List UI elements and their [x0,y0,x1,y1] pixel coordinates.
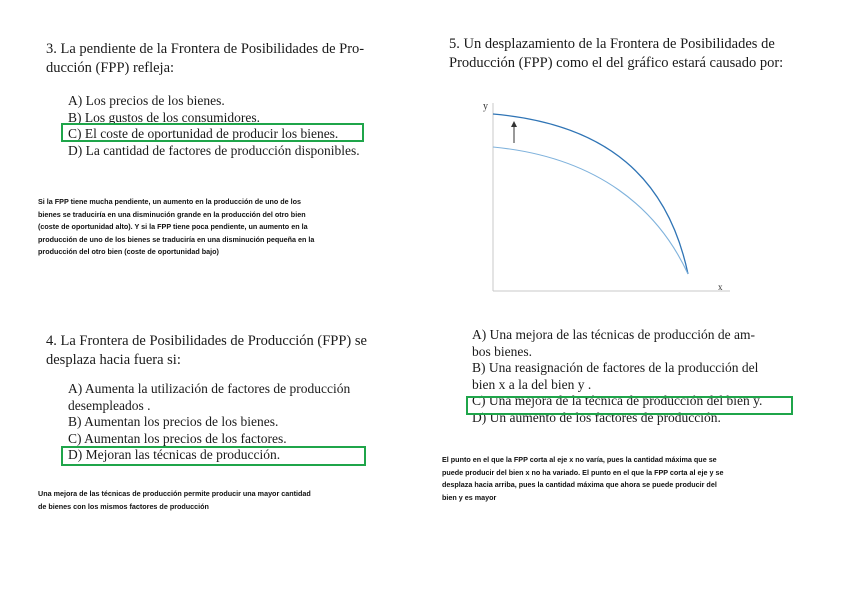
q4-title-line2: desplaza hacia fuera si: [46,352,181,368]
q3-option-c: C) El coste de oportunidad de producir los bienes. [68,126,339,141]
q3-explanation-line: producción del otro bien (coste de oportunidad bajo) [38,247,219,257]
q4-option-a-cont: desempleados . [68,397,151,413]
q3-title-line1: 3. La pendiente de la Frontera de Posibilidades de Pro- [46,41,365,57]
q3-title [46,40,386,78]
q5-answer-highlight [466,396,793,415]
ppf-inner-curve [493,147,688,274]
q5-title-line1: 5. Un desplazamiento de la Frontera de Posibilidades de [449,36,775,52]
q3-answer-highlight [61,123,364,142]
q5-option-d: D) Un aumento de los factores de producción. [472,409,721,425]
q3-explanation-line: bienes se traduciría en una disminución grande en la producción del otro bien [38,209,306,219]
q4-explanation-line: de bienes con los mismos factores de producción [38,501,209,511]
ppf-graph-svg [478,99,732,295]
q3-explanation [38,196,418,259]
q4-title [46,332,386,370]
q4-option-d: D) Mejoran las técnicas de producción. [68,447,281,462]
q4-option-b: B) Aumentan los precios de los bienes. [68,414,279,429]
q3-explanation-line: (coste de oportunidad alto). Y si la FPP tiene poca pendiente, un aumento en la [38,222,308,232]
q4-explanation-line: Una mejora de las técnicas de producción permite producir una mayor cantidad [38,489,311,498]
q3-option-a: A) Los precios de los bienes. [68,93,225,108]
q4-option-a: A) Aumenta la utilización de factores de producción [68,381,351,396]
q5-option-c: C) Una mejora de la técnica de producción del bien y. [472,393,763,408]
q5-explanation-line: desplaza hacia arriba, pues la cantidad máxima que ahora se puede producir del [442,480,717,490]
q4-answer-highlight [61,446,366,466]
q5-option-b: B) Una reasignación de factores de la producción del [472,360,759,375]
q5-explanation-line: bien y es mayor [442,492,497,502]
q5-option-a: A) Una mejora de las técnicas de producción de am- [472,327,756,342]
q4-title-line1: 4. La Frontera de Posibilidades de Producción (FPP) se [46,333,367,349]
q3-explanation-line: producción de uno de los bienes se traduciría en una disminución pequeña en la [38,234,315,244]
x-axis-label: x [718,282,723,292]
q4-option-c: C) Aumentan los precios de los factores. [68,430,287,446]
q3-option-b: B) Los gustos de los consumidores. [68,109,260,125]
q5-title [449,35,809,73]
q3-explanation-line: Si la FPP tiene mucha pendiente, un aumento en la producción de uno de los [38,197,302,206]
ppf-outer-curve [493,114,688,274]
q5-title-line2: Producción (FPP) como el del gráfico estará causado por: [449,55,784,71]
ppf-graph [478,99,732,295]
q5-explanation [442,454,832,504]
y-axis-label: y [483,101,488,112]
q5-option-b-cont: bien x a la del bien y . [472,376,592,392]
q5-option-a-cont: bos bienes. [472,343,532,359]
q3-option-d: D) La cantidad de factores de producción disponibles. [68,142,360,158]
q3-title-line2: ducción (FPP) refleja: [46,60,175,76]
q4-explanation [38,488,418,513]
q5-explanation-line: puede producir del bien x no ha variado. El punto en el que la FPP corta al eje y se [442,467,724,477]
q5-explanation-line: El punto en el que la FPP corta al eje x no varía, pues la cantidad máxima que se [442,455,717,464]
shift-arrow-head [511,121,517,127]
